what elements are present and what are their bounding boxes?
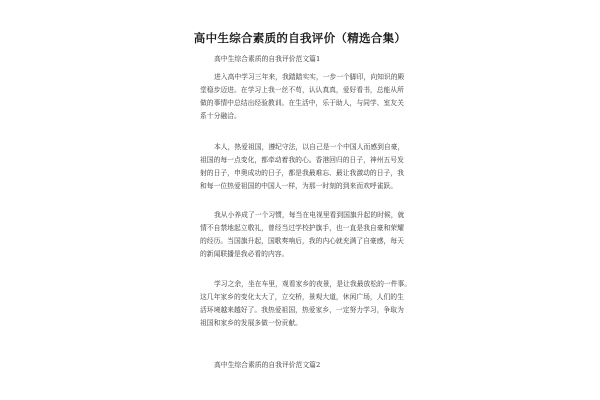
paragraph-line: 本人，热爱祖国，遵纪守法，以自己是一个中国人而感到自豪，: [214, 143, 405, 151]
paragraph-line: 做的事情中总结出经验教训。在生活中，乐于助人，与同学、室友关: [200, 99, 404, 107]
paragraph-line: 进入高中学习三年来，我踏踏实实，一步一个脚印，向知识的殿: [214, 73, 405, 81]
section-heading-1: 高中生综合素质的自我评价范文篇1: [214, 55, 321, 63]
paragraph-line: 学习之余，坐在车里，观看家乡的夜景，是让我最放松的一件事。: [214, 280, 412, 288]
paragraph-line: 的经历。当国旗升起，国歌奏响后，我的内心就充满了自豪感，每天: [200, 237, 404, 245]
paragraph-line: 系十分融洽。: [200, 112, 241, 120]
paragraph-line: 和每一位热爱祖国的中国人一样，为那一时刻的到来而欢呼雀跃。: [200, 182, 398, 190]
paragraph-line: 活环境越来越好了。我热爱祖国，热爱家乡，一定努力学习，争取为: [200, 306, 404, 314]
paragraph-3: [200, 209, 405, 261]
paragraph-4: [200, 278, 412, 330]
paragraph-line: 祖国和家乡的发展多做一份贡献。: [200, 319, 302, 327]
document-title: 高中生综合素质的自我评价（精选合集）: [193, 31, 407, 45]
section-heading-2: 高中生综合素质的自我评价范文篇2: [214, 361, 321, 369]
paragraph-line: 这几年家乡的变化太大了，立交桥，景观大道，休闲广场，人们的生: [200, 293, 404, 301]
paragraph-line: 的新闻联播是我必看的内容。: [200, 250, 289, 258]
paragraph-line: 祖国的每一点变化，都牵动着我的心。香港回归的日子，神州五号发: [200, 156, 404, 164]
paragraph-2: [200, 141, 405, 193]
paragraph-1: [200, 71, 405, 123]
paragraph-line: 情不自禁地起立敬礼，曾经当过学校护旗手，也一直是我自豪和荣耀: [200, 224, 404, 232]
paragraph-line: 射的日子，申奥成功的日子，都是我最难忘、最让我激动的日子，我: [200, 169, 404, 177]
paragraph-line: 我从小养成了一个习惯，每当在电视里看到国旗升起的时候，就: [214, 211, 405, 219]
paragraph-line: 堂稳步迈进。在学习上我一丝不苟，认认真真，爱好看书，总能从所: [200, 86, 404, 94]
